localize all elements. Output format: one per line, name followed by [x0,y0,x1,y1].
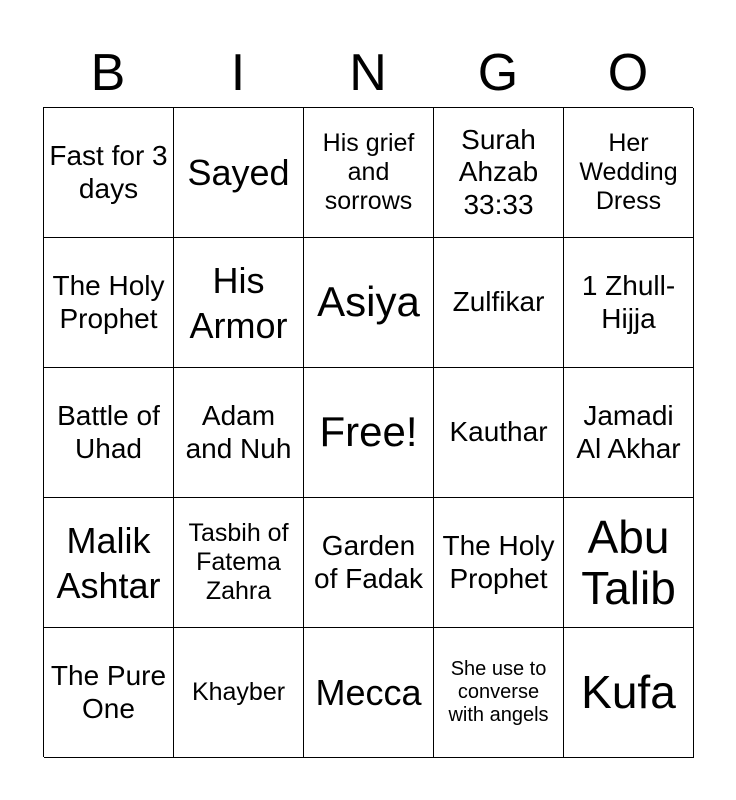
cell-label: Kauthar [449,416,548,448]
header-letter-b: B [90,44,126,102]
cell-label: The Holy Prophet [52,270,165,334]
bingo-cell[interactable] [564,628,694,758]
bingo-cell[interactable] [174,368,304,498]
bingo-cell[interactable] [174,238,304,368]
bingo-cell[interactable] [44,238,174,368]
cell-label: Tasbih of Fatema Zahra [188,519,289,605]
cell-label: Mecca [315,672,422,713]
bingo-cell[interactable] [174,498,304,628]
cell-label: 1 Zhull-Hijja [581,270,676,334]
cell-label: Zulfikar [452,286,545,318]
cell-label: Khayber [191,678,286,707]
cell-label: The Holy Prophet [442,530,555,594]
bingo-cell[interactable] [564,238,694,368]
bingo-cell[interactable] [434,628,564,758]
bingo-cell[interactable] [304,108,434,238]
cell-label: Asiya [317,278,420,326]
bingo-cell[interactable] [44,108,174,238]
free-space[interactable] [304,368,434,498]
bingo-cell[interactable] [434,108,564,238]
header-letter-o: O [607,44,649,102]
bingo-cell[interactable] [174,108,304,238]
cell-label: Jamadi Al Akhar [576,400,681,464]
bingo-header [43,38,693,108]
bingo-cell[interactable] [44,628,174,758]
cell-label: Sayed [187,152,290,193]
cell-label: Free! [319,408,418,456]
cell-label: Battle of Uhad [57,400,160,464]
cell-label: The Pure One [50,660,167,724]
cell-label: His Armor [189,259,288,346]
bingo-cell[interactable] [44,498,174,628]
bingo-cell[interactable] [304,628,434,758]
header-letter-i: I [230,44,246,102]
cell-label: His grief and sorrows [322,129,415,215]
cell-label: Her Wedding Dress [579,129,678,215]
cell-label: Abu Talib [581,510,676,614]
bingo-cell[interactable] [434,238,564,368]
bingo-cell[interactable] [434,498,564,628]
bingo-cell[interactable] [434,368,564,498]
bingo-board [43,107,693,757]
bingo-cell[interactable] [174,628,304,758]
cell-label: Garden of Fadak [314,530,423,594]
cell-label: Adam and Nuh [185,400,292,464]
cell-label: Fast for 3 days [49,140,168,204]
header-letter-n: N [349,44,387,102]
bingo-cell[interactable] [304,238,434,368]
bingo-cell[interactable] [304,498,434,628]
cell-label: Kufa [581,666,676,719]
cell-label: Surah Ahzab 33:33 [458,124,539,220]
bingo-cell[interactable] [564,368,694,498]
cell-label: Malik Ashtar [56,519,161,606]
header-letter-g: G [477,44,519,102]
bingo-cell[interactable] [564,108,694,238]
bingo-cell[interactable] [44,368,174,498]
cell-label: She use to converse with angels [448,658,549,726]
bingo-cell[interactable] [564,498,694,628]
